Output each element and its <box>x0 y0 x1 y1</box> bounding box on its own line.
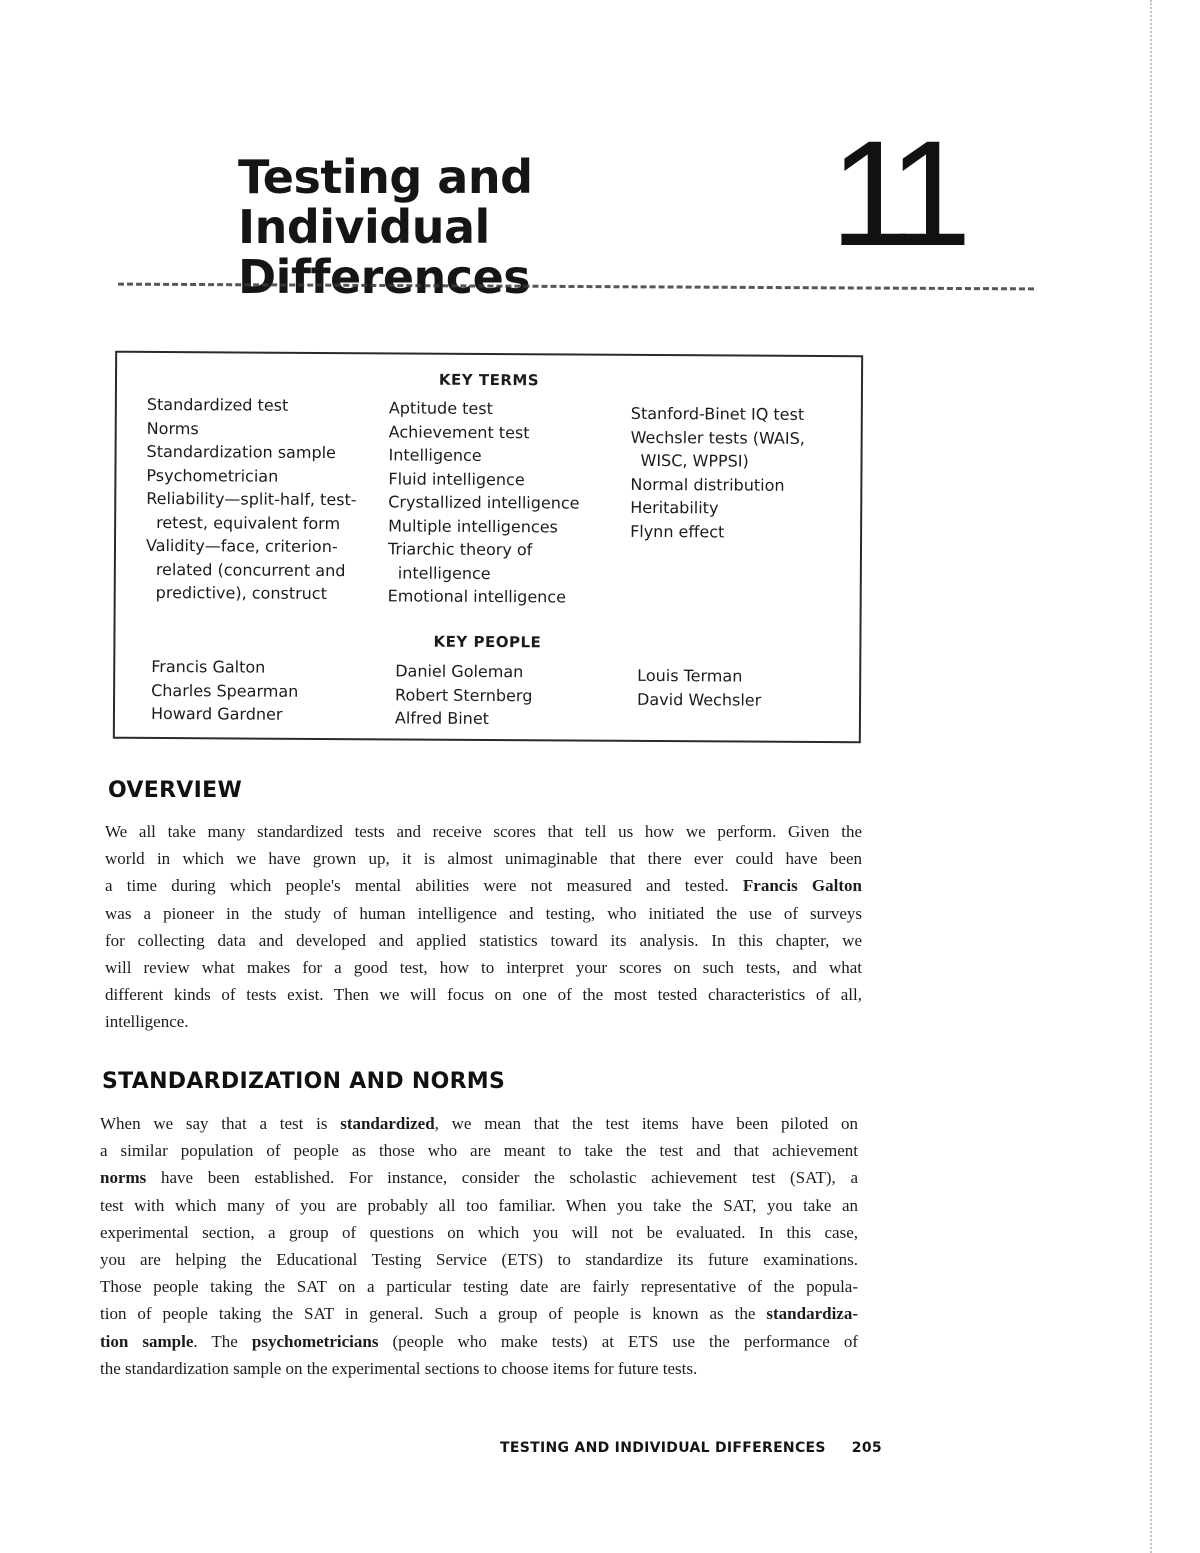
key-person: Louis Terman <box>637 665 743 686</box>
key-term: Stanford-Binet IQ test <box>630 403 805 424</box>
overview-line: will review what makes for a good test, how to interpret your scores on such tests, and what <box>105 958 862 978</box>
key-person: Daniel Goleman <box>395 661 524 682</box>
standardization-line: a similar population of people as those who are meant to take the test and that achievement <box>100 1141 858 1161</box>
key-terms-column-3 <box>630 402 851 544</box>
key-term: Reliability—split-half, test- retest, equivalent form <box>146 488 357 533</box>
overview-paragraph <box>105 818 862 1036</box>
key-person: Alfred Binet <box>394 708 490 729</box>
key-person: David Wechsler <box>637 689 762 710</box>
standardization-line: tion sample. The psychometricians (people who make tests) at ETS use the performance of <box>100 1331 858 1351</box>
overview-line: a time during which people's mental abilities were not measured and tested. Francis Galton <box>105 876 862 896</box>
key-terms-box <box>113 351 863 744</box>
key-people-column-1 <box>151 655 381 727</box>
standardization-line: Those people taking the SAT on a particular testing date are fairly representative of the popula- <box>100 1277 858 1297</box>
standardization-line: When we say that a test is standardized, we mean that the test items have been piloted on <box>100 1114 858 1133</box>
overview-heading: OVERVIEW <box>108 778 243 803</box>
key-term: Normal distribution <box>630 474 785 495</box>
key-term: Heritability <box>630 497 719 518</box>
standardization-paragraph <box>100 1110 858 1382</box>
page-footer <box>500 1440 882 1456</box>
norms-term: norms <box>100 1168 147 1188</box>
key-terms-heading: KEY TERMS <box>438 370 540 390</box>
page-number: 205 <box>851 1440 882 1456</box>
key-term: Wechsler tests (WAIS, WISC, WPPSI) <box>630 427 805 471</box>
key-person: Howard Gardner <box>150 703 283 724</box>
key-person: Charles Spearman <box>151 680 299 701</box>
overview-line: We all take many standardized tests and receive scores that tell us how we perform. Given the <box>105 822 862 841</box>
chapter-title <box>238 152 798 302</box>
standardization-line: tion of people taking the SAT in general. Such a group of people is known as the standardiza- <box>100 1304 859 1324</box>
key-term: Fluid intelligence <box>388 468 525 489</box>
overview-line: intelligence. <box>105 1012 189 1032</box>
standardization-sample-term: standardiza- <box>766 1304 859 1324</box>
key-term: Standardization sample <box>146 441 336 463</box>
overview-line: for collecting data and developed and applied statistics toward its analysis. In this chapter, we <box>105 930 862 950</box>
key-term: Crystallized intelligence <box>388 492 580 513</box>
chapter-title-line-1: Testing and Individual <box>238 150 533 254</box>
key-term: Emotional intelligence <box>387 586 567 607</box>
chapter-number: 11 <box>830 109 958 277</box>
key-term: Norms <box>146 418 199 438</box>
key-people-heading: KEY PEOPLE <box>433 632 542 652</box>
standardized-term: standardized <box>340 1114 435 1133</box>
key-terms-column-1 <box>146 393 377 606</box>
standardization-line: norms have been established. For instance, consider the scholastic achievement test (SAT), a <box>100 1168 858 1188</box>
francis-galton-term: Francis Galton <box>742 876 862 896</box>
standardization-sample-term-cont: tion sample <box>100 1331 194 1351</box>
scan-edge-artifact <box>1150 0 1158 1553</box>
overview-line: different kinds of tests exist. Then we will focus on one of the most tested characteristics of all, <box>105 985 862 1005</box>
standardization-line: the standardization sample on the experimental sections to choose items for future tests. <box>100 1358 698 1378</box>
psychometricians-term: psychometricians <box>251 1331 379 1351</box>
key-person: Robert Sternberg <box>395 684 533 705</box>
key-term: Achievement test <box>388 421 530 442</box>
key-people-column-2 <box>395 659 625 731</box>
key-person: Francis Galton <box>151 656 266 677</box>
chapter-title-line-2: Differences <box>238 250 531 304</box>
key-term: Triarchic theory of intelligence <box>387 539 533 583</box>
standardization-line: you are helping the Educational Testing Service (ETS) to standardize its future examinations. <box>100 1250 858 1270</box>
standardization-line: experimental section, a group of questions on which you will not be evaluated. In this case, <box>100 1222 858 1242</box>
key-term: Validity—face, criterion- related (concurrent and predictive), construct <box>145 535 346 604</box>
key-term: Multiple intelligences <box>388 515 558 536</box>
overview-line: world in which we have grown up, it is almost unimaginable that there ever could have been <box>105 849 862 869</box>
key-term: Psychometrician <box>146 465 279 486</box>
key-term: Intelligence <box>388 445 482 465</box>
key-people-column-3 <box>637 664 837 712</box>
key-terms-column-2 <box>388 396 619 609</box>
standardization-heading: STANDARDIZATION AND NORMS <box>102 1069 506 1094</box>
key-term: Standardized test <box>146 394 289 415</box>
key-term: Aptitude test <box>388 398 493 419</box>
running-head: TESTING AND INDIVIDUAL DIFFERENCES <box>500 1440 826 1456</box>
key-term: Flynn effect <box>630 521 725 541</box>
standardization-line: test with which many of you are probably all too familiar. When you take the SAT, you take an <box>100 1195 858 1215</box>
overview-line: was a pioneer in the study of human intelligence and testing, who initiated the use of surveys <box>105 903 862 923</box>
